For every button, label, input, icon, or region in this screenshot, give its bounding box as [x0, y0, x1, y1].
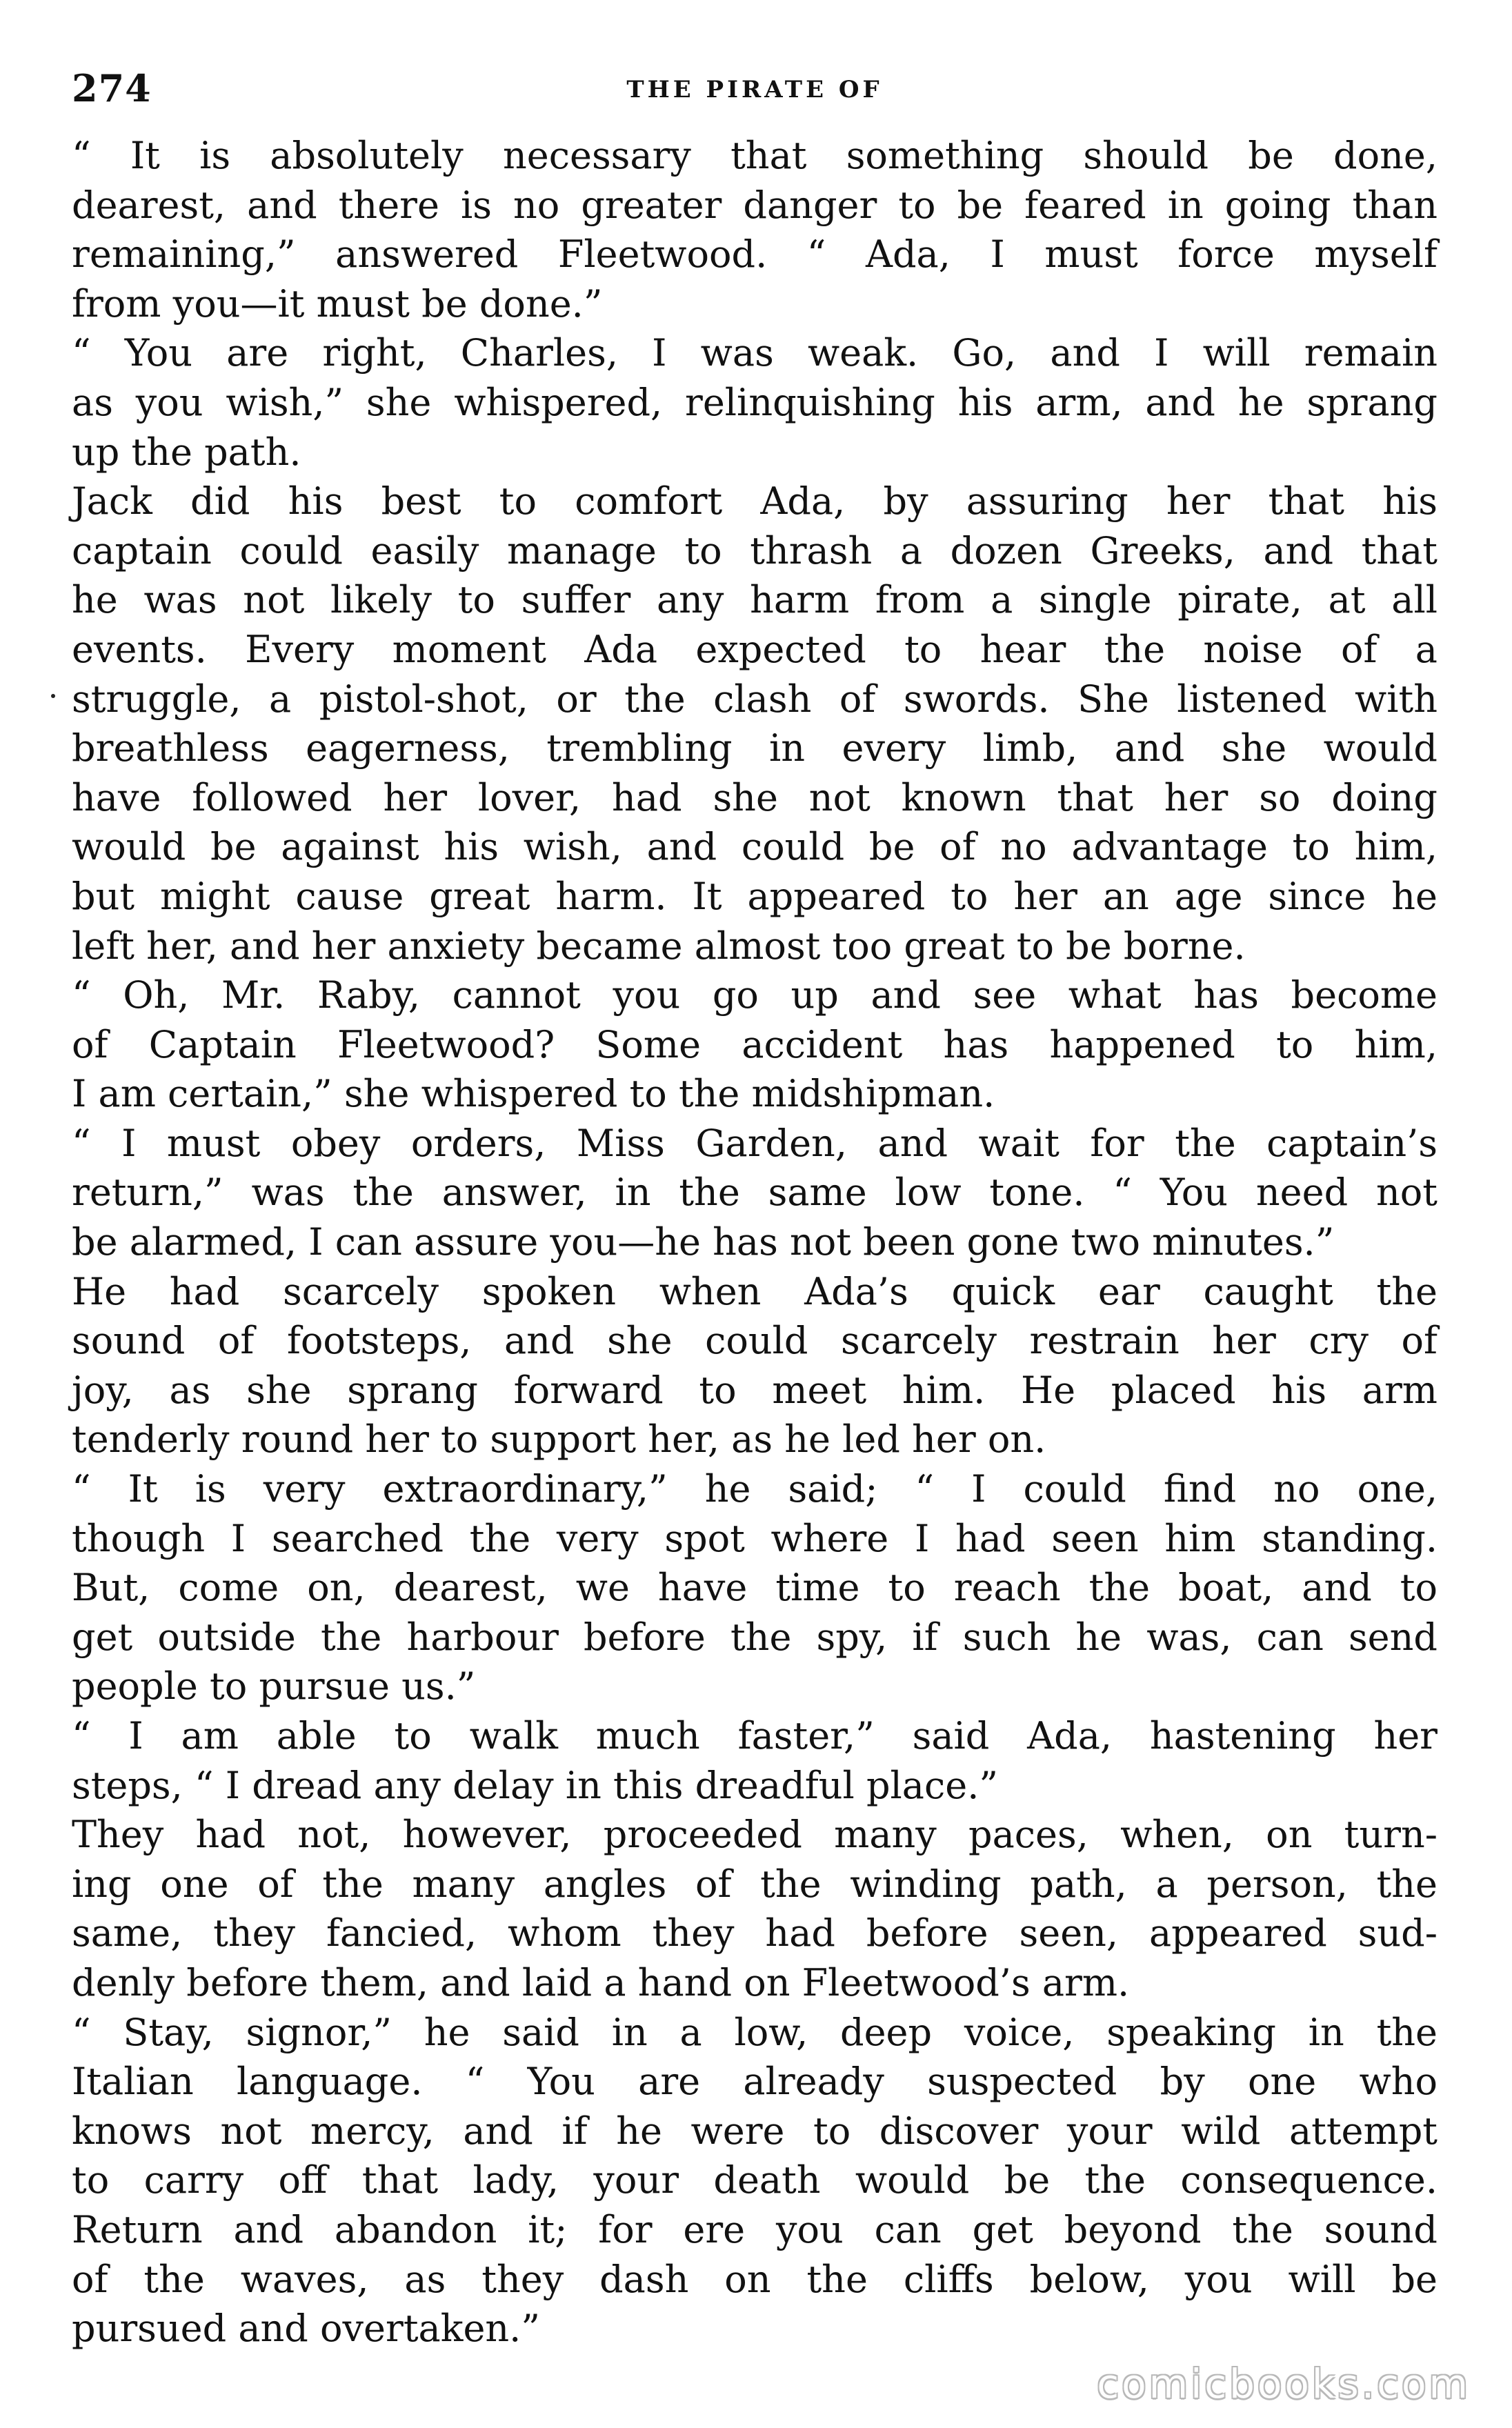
text-line: breathless eagerness, trembling in every limb, and she would [72, 726, 1438, 770]
text-line: dearest, and there is no greater danger to be feared in going than [72, 183, 1438, 227]
text-line: to carry off that lady, your death would be the consequence. [72, 2158, 1438, 2202]
text-line: steps, “ I dread any delay in this dreadful place.” [72, 1763, 998, 1807]
text-line: “ Oh, Mr. Raby, cannot you go up and see what has become [72, 973, 1438, 1017]
running-title: THE PIRATE OF [626, 76, 883, 103]
text-line: knows not mercy, and if he were to discover your wild attempt [72, 2109, 1438, 2153]
page-number: 274 [72, 66, 152, 110]
text-line: would be against his wish, and could be of no advantage to him, [72, 825, 1438, 869]
text-line: Jack did his best to comfort Ada, by assuring her that his [72, 479, 1438, 524]
text-line: of Captain Fleetwood? Some accident has happened to him, [72, 1022, 1438, 1066]
text-line: Return and abandon it; for ere you can get beyond the sound [72, 2207, 1438, 2251]
site-watermark: comicbooks.com [1097, 2360, 1471, 2407]
text-line: pursued and overtaken.” [72, 2307, 540, 2351]
text-line: tenderly round her to support her, as he led her on. [72, 1417, 1046, 1462]
text-line: He had scarcely spoken when Ada’s quick ear caught the [72, 1269, 1438, 1313]
text-line: “ I must obey orders, Miss Garden, and wait for the captain’s [72, 1121, 1438, 1165]
text-line: of the waves, as they dash on the cliffs below, you will be [72, 2257, 1438, 2301]
text-line: though I searched the very spot where I had seen him standing. [72, 1516, 1438, 1560]
text-line: from you—it must be done.” [72, 281, 603, 326]
text-line: left her, and her anxiety became almost too great to be borne. [72, 924, 1246, 968]
text-line: But, come on, dearest, we have time to reach the boat, and to [72, 1566, 1438, 1610]
text-line: captain could easily manage to thrash a dozen Greeks, and that [72, 528, 1438, 573]
text-line: people to pursue us.” [72, 1664, 476, 1709]
text-line: up the path. [72, 430, 301, 474]
text-line: “ It is very extraordinary,” he said; “ I could find no one, [72, 1467, 1438, 1511]
text-line: but might cause great harm. It appeared to her an age since he [72, 874, 1438, 918]
text-line: joy, as she sprang forward to meet him. He placed his arm [72, 1368, 1438, 1412]
text-line: be alarmed, I can assure you—he has not been gone two minutes.” [72, 1220, 1335, 1264]
text-line: “ You are right, Charles, I was weak. Go, and I will remain [72, 331, 1438, 375]
text-line: remaining,” answered Fleetwood. “ Ada, I must force myself [72, 232, 1438, 277]
ink-speck [51, 694, 55, 698]
running-header [72, 66, 1438, 116]
text-line: get outside the harbour before the spy, if such he was, can send [72, 1615, 1438, 1659]
text-line: I am certain,” she whispered to the midshipman. [72, 1072, 995, 1116]
text-line: ing one of the many angles of the winding path, a person, the [72, 1862, 1438, 1906]
text-line: denly before them, and laid a hand on Fleetwood’s arm. [72, 1960, 1130, 2004]
text-line: have followed her lover, had she not known that her so doing [72, 775, 1438, 819]
text-line: “ I am able to walk much faster,” said Ada, hastening her [72, 1714, 1438, 1758]
text-line: return,” was the answer, in the same low tone. “ You need not [72, 1171, 1438, 1215]
text-line: “ Stay, signor,” he said in a low, deep voice, speaking in the [72, 2010, 1438, 2054]
text-line: “ It is absolutely necessary that something should be done, [72, 134, 1438, 177]
text-line: he was not likely to suffer any harm from a single pirate, at all [72, 578, 1438, 622]
text-line: struggle, a pistol-shot, or the clash of swords. She listened with [72, 677, 1438, 721]
body-text [72, 131, 1438, 2354]
text-line: sound of footsteps, and she could scarcely restrain her cry of [72, 1319, 1438, 1363]
text-line: as you wish,” she whispered, relinquishing his arm, and he sprang [72, 380, 1438, 424]
text-line: They had not, however, proceeded many paces, when, on turn- [72, 1813, 1438, 1857]
text-line: Italian language. “ You are already suspected by one who [72, 2060, 1438, 2104]
text-line: same, they fancied, whom they had before seen, appeared sud- [72, 1911, 1438, 1956]
text-line: events. Every moment Ada expected to hear the noise of a [72, 627, 1438, 671]
